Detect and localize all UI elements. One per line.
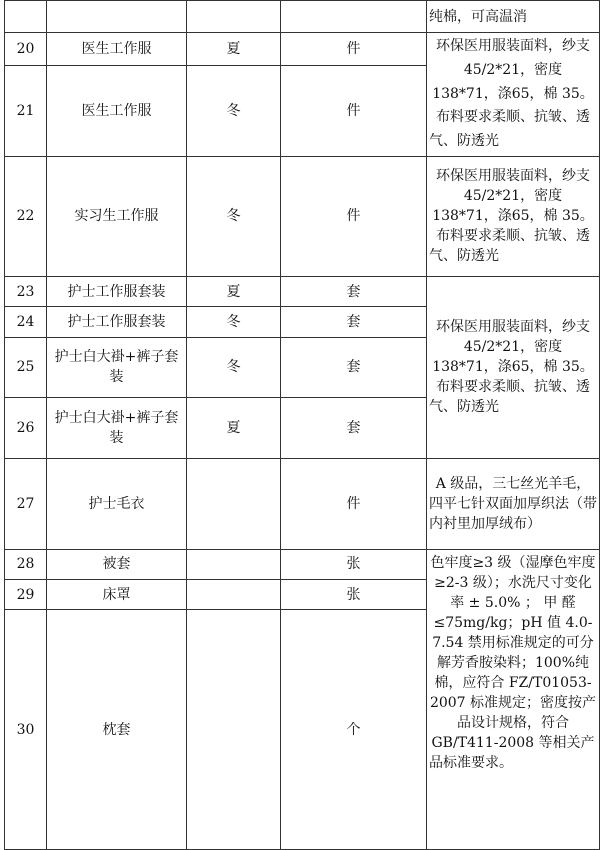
item-name: 医生工作服 xyxy=(47,33,187,65)
item-unit: 件 xyxy=(281,458,427,549)
row-number: 30 xyxy=(5,610,47,850)
table-row xyxy=(5,1,600,33)
item-unit: 套 xyxy=(281,276,427,306)
item-name xyxy=(47,1,187,33)
item-spec: A 级品，三七丝光羊毛，四平七针双面加厚织法（带内衬里加厚绒布） xyxy=(427,458,600,549)
item-spec: 环保医用服装面料，纱支45/2*21，密度 138*71，涤65，棉 35。布料要求柔顺、抗皱、透气、防透光 xyxy=(427,33,600,156)
row-number: 23 xyxy=(5,276,47,306)
item-name: 护士白大褂+裤子套装 xyxy=(47,398,187,459)
item-season: 冬 xyxy=(187,65,281,156)
item-season: 冬 xyxy=(187,156,281,276)
table-row xyxy=(5,276,600,306)
item-name: 护士毛衣 xyxy=(47,458,187,549)
row-number: 25 xyxy=(5,337,47,398)
table-row xyxy=(5,549,600,579)
item-spec: 色牢度≥3 级（湿摩色牢度≥2-3 级）；水洗尺寸变化率 ± 5.0% ； 甲 醛 ≤75mg/kg；pH 值 4.0-7.54 禁用标准规定的可分解芳香胺染料；100%纯棉，应符合 FZ/T01053-2007 标准规定；密度按产品设计规格，符合 GB/T411-2008 等相关产品标准要求。 xyxy=(427,549,600,849)
item-season: 冬 xyxy=(187,307,281,337)
table-row xyxy=(5,156,600,276)
item-unit: 张 xyxy=(281,580,427,610)
row-number: 26 xyxy=(5,398,47,459)
item-spec: 纯棉，可高温消 xyxy=(427,1,600,33)
item-unit xyxy=(281,1,427,33)
item-unit: 个 xyxy=(281,610,427,850)
item-season: 夏 xyxy=(187,33,281,65)
item-unit: 套 xyxy=(281,398,427,459)
table-row xyxy=(5,33,600,65)
row-number: 27 xyxy=(5,458,47,549)
row-number: 28 xyxy=(5,549,47,579)
item-unit: 件 xyxy=(281,156,427,276)
item-season xyxy=(187,610,281,850)
item-season: 夏 xyxy=(187,276,281,306)
item-name: 护士白大褂+裤子套装 xyxy=(47,337,187,398)
table-row xyxy=(5,458,600,549)
row-number: 24 xyxy=(5,307,47,337)
row-number: 21 xyxy=(5,65,47,156)
item-spec: 环保医用服装面料，纱支45/2*21，密度 138*71，涤65，棉 35。布料要求柔顺、抗皱、透气、防透光 xyxy=(427,156,600,276)
row-number: 22 xyxy=(5,156,47,276)
item-name: 实习生工作服 xyxy=(47,156,187,276)
item-season xyxy=(187,458,281,549)
item-unit: 件 xyxy=(281,65,427,156)
item-name: 护士工作服套装 xyxy=(47,276,187,306)
item-season: 夏 xyxy=(187,398,281,459)
row-number xyxy=(5,1,47,33)
item-season xyxy=(187,580,281,610)
procurement-spec-table xyxy=(4,0,600,850)
item-season xyxy=(187,549,281,579)
item-name: 护士工作服套装 xyxy=(47,307,187,337)
row-number: 29 xyxy=(5,580,47,610)
item-unit: 套 xyxy=(281,337,427,398)
item-spec: 环保医用服装面料，纱支45/2*21，密度 138*71，涤65，棉 35。布料要求柔顺、抗皱、透气、防透光 xyxy=(427,276,600,458)
row-number: 20 xyxy=(5,33,47,65)
item-unit: 套 xyxy=(281,307,427,337)
item-unit: 件 xyxy=(281,33,427,65)
item-season: 冬 xyxy=(187,337,281,398)
item-unit: 张 xyxy=(281,549,427,579)
item-season xyxy=(187,1,281,33)
item-name: 床罩 xyxy=(47,580,187,610)
item-name: 枕套 xyxy=(47,610,187,850)
item-name: 被套 xyxy=(47,549,187,579)
item-name: 医生工作服 xyxy=(47,65,187,156)
